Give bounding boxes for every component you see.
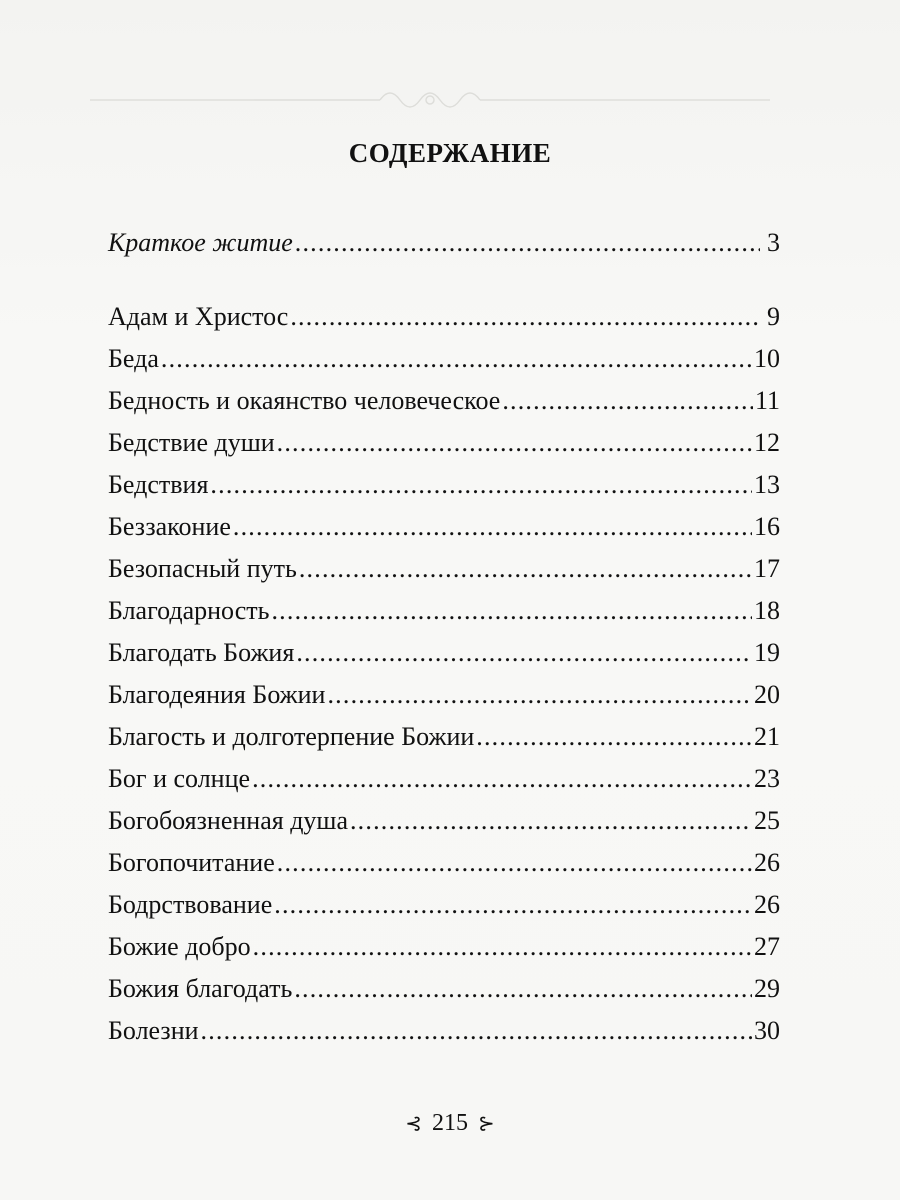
- toc-entry-page: 13: [754, 470, 780, 499]
- toc-entry[interactable]: [108, 758, 780, 800]
- toc-entry-label: Благодеяния Божии: [108, 680, 326, 709]
- toc-entry-label: Адам и Христос: [108, 302, 289, 331]
- page-number: 215: [432, 1110, 468, 1136]
- toc-dot-leader: [233, 506, 752, 548]
- toc-dot-leader: [350, 800, 752, 842]
- toc-dot-leader: [277, 422, 752, 464]
- toc-entry-page: 16: [754, 512, 780, 541]
- toc-entry-label: Болезни: [108, 1016, 199, 1045]
- page-footer: [0, 1110, 900, 1137]
- toc-entry-intro[interactable]: [108, 222, 780, 264]
- toc-entry-page: 26: [754, 848, 780, 877]
- header-ornament-icon: [80, 80, 780, 120]
- toc-entry[interactable]: [108, 464, 780, 506]
- toc-entry-page: 30: [754, 1016, 780, 1045]
- toc-entry[interactable]: [108, 800, 780, 842]
- toc-entry-label: Краткое житие: [108, 228, 293, 257]
- toc-entry-label: Божия благодать: [108, 974, 293, 1003]
- toc-entry-page: 29: [754, 974, 780, 1003]
- toc-entry[interactable]: [108, 842, 780, 884]
- toc-entry-label: Божие добро: [108, 932, 251, 961]
- toc-entry-page: 3: [767, 228, 780, 257]
- toc-entry-page: 19: [754, 638, 780, 667]
- toc-dot-leader: [299, 548, 752, 590]
- toc-entry-page: 23: [754, 764, 780, 793]
- left-ornament-icon: ⊰: [405, 1113, 422, 1135]
- toc-entry-label: Беда: [108, 344, 159, 373]
- toc-entry-label: Бодрствование: [108, 890, 273, 919]
- toc-entry-label: Благость и долготерпение Божии: [108, 722, 475, 751]
- toc-entry-page: 18: [754, 596, 780, 625]
- toc-entry[interactable]: [108, 590, 780, 632]
- toc-dot-leader: [252, 758, 752, 800]
- toc-dot-leader: [161, 338, 752, 380]
- toc-entry[interactable]: [108, 548, 780, 590]
- toc-dot-leader: [295, 222, 760, 264]
- toc-entry[interactable]: [108, 674, 780, 716]
- toc-dot-leader: [201, 1010, 752, 1052]
- toc-dot-leader: [271, 590, 752, 632]
- toc-entry-page: 25: [754, 806, 780, 835]
- toc-entry[interactable]: [108, 338, 780, 380]
- toc-dot-leader: [277, 842, 752, 884]
- toc-dot-leader: [502, 380, 753, 422]
- toc-entry-page: 21: [754, 722, 780, 751]
- toc-entry[interactable]: [108, 968, 780, 1010]
- toc-entry-label: Богопочитание: [108, 848, 275, 877]
- toc-entry[interactable]: [108, 506, 780, 548]
- right-ornament-icon: ⊱: [478, 1113, 495, 1135]
- toc-entry-label: Бедствия: [108, 470, 209, 499]
- toc-entry-label: Безопасный путь: [108, 554, 297, 583]
- toc-entry-label: Богобоязненная душа: [108, 806, 348, 835]
- toc-entry-page: 26: [754, 890, 780, 919]
- toc-entry-page: 27: [754, 932, 780, 961]
- toc-entry-label: Благодарность: [108, 596, 270, 625]
- toc-entry-label: Благодать Божия: [108, 638, 295, 667]
- toc-entry-label: Бедность и окаянство человеческое: [108, 386, 501, 415]
- page-title: СОДЕРЖАНИЕ: [348, 138, 552, 168]
- toc-dot-leader: [274, 884, 752, 926]
- toc-dot-leader: [327, 674, 752, 716]
- toc-dot-leader: [210, 464, 752, 506]
- toc-entry[interactable]: [108, 296, 780, 338]
- toc-entry[interactable]: [108, 1010, 780, 1052]
- toc-entry[interactable]: [108, 716, 780, 758]
- toc-entry-page: 20: [754, 680, 780, 709]
- toc-dot-leader: [476, 716, 752, 758]
- toc-entry-page: 10: [754, 344, 780, 373]
- toc-entry-list: [108, 296, 780, 1052]
- toc-entry[interactable]: [108, 380, 780, 422]
- toc-entry-label: Бедствие души: [108, 428, 275, 457]
- toc-entry-page: 9: [767, 302, 780, 331]
- toc-entry-label: Беззаконие: [108, 512, 231, 541]
- table-of-contents: [108, 222, 780, 1052]
- toc-entry[interactable]: [108, 884, 780, 926]
- toc-entry[interactable]: [108, 926, 780, 968]
- toc-entry-label: Бог и солнце: [108, 764, 251, 793]
- toc-entry[interactable]: [108, 632, 780, 674]
- toc-entry-page: 11: [754, 386, 780, 415]
- toc-dot-leader: [294, 968, 752, 1010]
- toc-entry-page: 17: [754, 554, 780, 583]
- toc-dot-leader: [253, 926, 752, 968]
- toc-entry[interactable]: [108, 422, 780, 464]
- toc-dot-leader: [290, 296, 760, 338]
- toc-entry-page: 12: [754, 428, 780, 457]
- toc-dot-leader: [296, 632, 752, 674]
